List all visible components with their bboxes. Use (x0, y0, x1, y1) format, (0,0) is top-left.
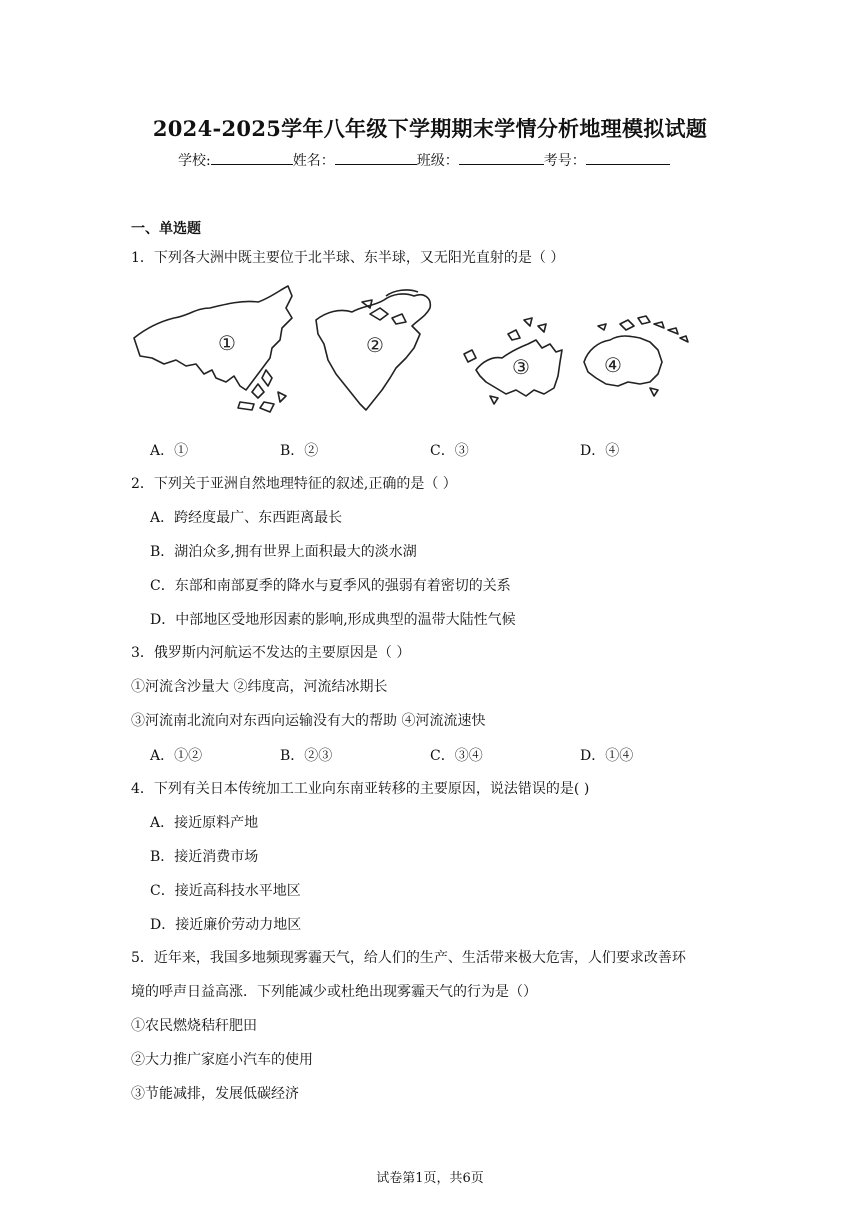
q3-statements-line-2: ③河流南北流向对东西向运输没有大的帮助 ④河流流速快 (131, 713, 486, 729)
q5-statement-2: ②大力推广家庭小汽车的使用 (131, 1052, 313, 1068)
section-heading: 一、单选题 (131, 221, 201, 237)
name-blank (335, 150, 417, 165)
q3-option-a[interactable]: A．①② (150, 748, 203, 764)
q1-option-c[interactable]: C．③ (430, 443, 469, 459)
map-label-2: ② (366, 333, 384, 357)
question-4-stem: 4．下列有关日本传统加工工业向东南亚转移的主要原因，说法错误的是( ) (131, 781, 590, 797)
map-label-1: ① (218, 331, 236, 355)
student-info-line (178, 150, 670, 170)
q4-option-c[interactable]: C．接近高科技水平地区 (150, 883, 301, 899)
name-label: 姓名： (292, 153, 335, 169)
q2-option-c[interactable]: C．东部和南部夏季的降水与夏季风的强弱有着密切的关系 (150, 578, 511, 594)
q2-option-b[interactable]: B．湖泊众多,拥有世界上面积最大的淡水湖 (150, 544, 417, 560)
q3-option-c[interactable]: C．③④ (430, 748, 483, 764)
asia-outline (134, 286, 292, 390)
question-1-stem: 1．下列各大洲中既主要位于北半球、东半球，又无阳光直射的是（ ） (131, 250, 565, 266)
q3-option-b[interactable]: B．②③ (280, 748, 333, 764)
oceania-outline (584, 336, 662, 386)
exam-title: 2024-2025学年八年级下学期期末学情分析地理模拟试题 (152, 116, 708, 141)
question-2-stem: 2．下列关于亚洲自然地理特征的叙述,正确的是（ ） (131, 476, 457, 492)
exam-number-label: 考号： (543, 153, 586, 169)
exam-number-blank (586, 150, 670, 165)
q5-statement-3: ③节能减排，发展低碳经济 (131, 1086, 299, 1102)
map-label-4: ④ (604, 353, 622, 377)
q3-option-d[interactable]: D．①④ (580, 748, 634, 764)
school-blank (211, 150, 293, 165)
q3-statements-line-1: ①河流含沙量大 ②纬度高，河流结冰期长 (131, 679, 388, 695)
q4-option-b[interactable]: B．接近消费市场 (150, 849, 259, 865)
question-3-stem: 3．俄罗斯内河航运不发达的主要原因是（ ） (131, 645, 411, 661)
q2-option-a[interactable]: A．跨经度最广、东西距离最长 (150, 510, 343, 526)
question-5-stem-line-1: 5．近年来，我国多地频现雾霾天气，给人们的生产、生活带来极大危害，人们要求改善环 (131, 950, 686, 966)
page-footer: 试卷第1页，共6页 (376, 1171, 484, 1186)
school-label: 学校: (178, 153, 211, 169)
class-blank (459, 150, 544, 165)
q1-option-d[interactable]: D．④ (580, 443, 620, 459)
class-label: 班级： (416, 153, 459, 169)
map-label-3: ③ (512, 355, 530, 379)
q2-option-d[interactable]: D．中部地区受地形因素的影响,形成典型的温带大陆性气候 (150, 612, 516, 628)
q4-option-a[interactable]: A．接近原料产地 (150, 815, 259, 831)
q4-option-d[interactable]: D．接近廉价劳动力地区 (150, 917, 302, 933)
continent-maps-figure (130, 278, 702, 418)
question-5-stem-line-2: 境的呼声日益高涨．下列能减少或杜绝出现雾霾天气的行为是（） (131, 984, 537, 1000)
q1-option-a[interactable]: A．① (150, 443, 189, 459)
q1-option-b[interactable]: B．② (280, 443, 319, 459)
q5-statement-1: ①农民燃烧秸秆肥田 (131, 1018, 257, 1034)
